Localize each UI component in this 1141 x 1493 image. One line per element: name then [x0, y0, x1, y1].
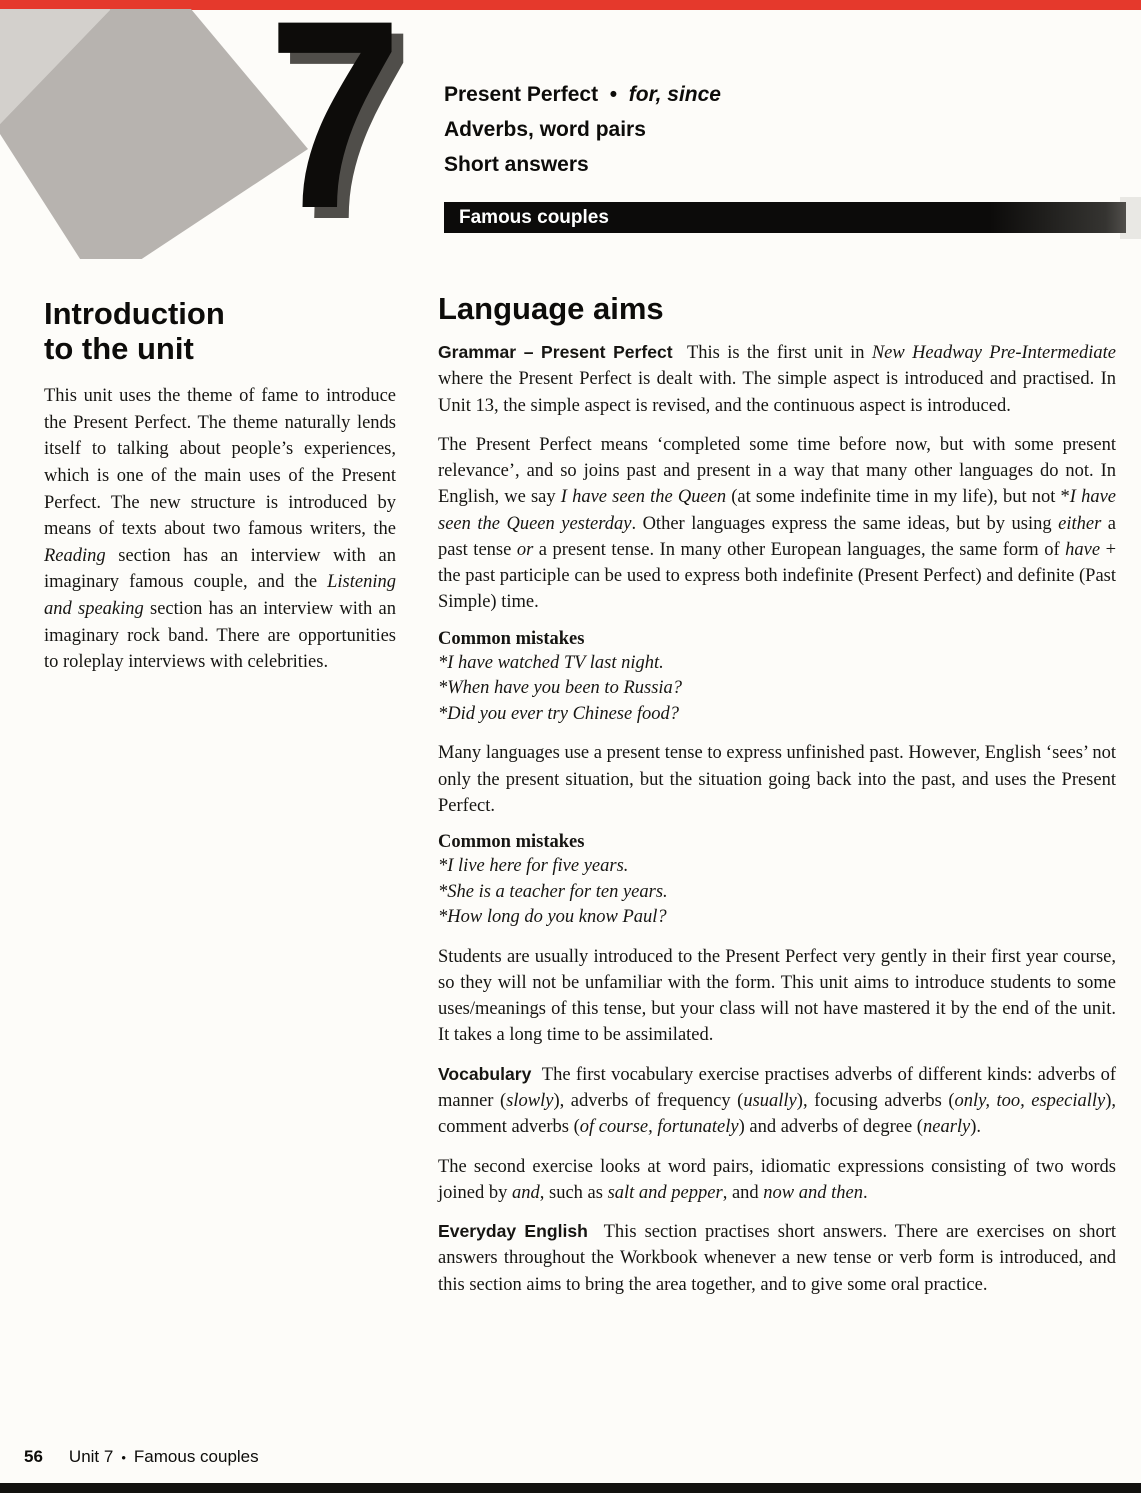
- language-aims-heading: Language aims: [438, 291, 664, 326]
- introduction-body: This unit uses the theme of fame to introduce the Present Perfect. The theme naturally lends itself to talking about people’s experiences, which is one of the main uses of the Present Perfect. The new structure is introduced by means of texts about two famous writers, the Reading section has an interview with an imaginary famous couple, and the Listening and speaking section has an interview with an imaginary rock band. There are opportunities to roleplay interviews with celebrities.: [44, 386, 396, 673]
- footer-section-title: Famous couples: [133, 1447, 259, 1466]
- introduction-heading: [44, 296, 396, 366]
- mistake-example: *When have you been to Russia?: [438, 678, 683, 699]
- everyday-english-paragraph: Everyday English This section practises short answers. There are exercises on short answers throughout the Workbook whenever a new tense or verb form is introduced, and this section aims to bring the area together, and to give some oral practice.: [438, 1221, 1117, 1295]
- footer-separator: •: [121, 1450, 126, 1465]
- grammar-paragraph: Grammar – Present Perfect This is the first unit in New Headway Pre-Intermediate where the Present Perfect is dealt with. The simple aspect is introduced and practised. In Unit 13, the simple aspect is revised, and the continuous aspect is introduced.: [438, 342, 1116, 416]
- common-mistakes-heading: Common mistakes: [438, 628, 585, 649]
- common-mistakes-block-1: [438, 629, 1116, 728]
- topic-line: Adverbs, word pairs: [444, 118, 646, 142]
- language-aims-section: [438, 292, 1116, 1311]
- mistake-example: *How long do you know Paul?: [438, 907, 667, 928]
- students-paragraph: Students are usually introduced to the Present Perfect very gently in their first year course, so they will not be unfamiliar with the form. This unit aims to introduce students to some uses/meanings of this tense, but your class will not have mastered it by the end of the unit. It takes a long time to be assimilated.: [438, 946, 1116, 1046]
- vocabulary-paragraph: Vocabulary The first vocabulary exercise practises adverbs of different kinds: adverbs of manner (slowly), adverbs of frequency (usually), focusing adverbs (only, too, especially), comment adverbs (of course, fortunately) and adverbs of degree (nearly).: [438, 1063, 1116, 1138]
- unit-topics: [444, 84, 721, 189]
- introduction-heading-line2: to the unit: [44, 331, 194, 367]
- mistake-example: *I have watched TV last night.: [438, 652, 664, 673]
- unfinished-past-paragraph: Many languages use a present tense to express unfinished past. However, English ‘sees’ not only the present situation, but the situation going back into the past, and uses the Present Perfect.: [438, 743, 1116, 816]
- common-mistakes-heading: Common mistakes: [438, 832, 585, 853]
- common-mistakes-block-2: [438, 832, 1116, 931]
- mistake-example: *Did you ever try Chinese food?: [438, 703, 679, 724]
- introduction-heading-line1: Introduction: [44, 296, 225, 331]
- page-footer: [24, 1447, 259, 1467]
- topic-line: Present Perfect • for, since: [444, 83, 721, 106]
- unit-arrow-graphic: [0, 9, 308, 259]
- footer-unit-label: Unit 7: [68, 1447, 114, 1466]
- mistake-example: *I live here for five years.: [438, 856, 629, 877]
- introduction-section: [44, 296, 396, 676]
- unit-banner-title: Famous couples: [459, 207, 609, 228]
- topic-line: Short answers: [444, 153, 589, 177]
- word-pairs-paragraph: The second exercise looks at word pairs, idiomatic expressions consisting of two words joined by and, such as salt and pepper, and now and then.: [438, 1156, 1116, 1203]
- present-perfect-meaning-paragraph: The Present Perfect means ‘completed some time before now, but with some present relevance’, and so joins past and present in a way that many other languages do not. In English, we say I have seen the Queen (at some indefinite time in my life), but not *I have seen the Queen yesterday. Other languages express the same ideas, but by using either a past tense or a present tense. In many other European languages, the same form of have + the past participle can be used to express both indefinite (Present Perfect) and definite (Past Simple) time.: [438, 434, 1117, 613]
- mistake-example: *She is a teacher for ten years.: [438, 881, 668, 902]
- bottom-black-bar: [0, 1483, 1141, 1493]
- unit-banner: [444, 202, 1126, 233]
- unit-number: 7: [268, 0, 403, 264]
- page-number: 56: [24, 1447, 43, 1466]
